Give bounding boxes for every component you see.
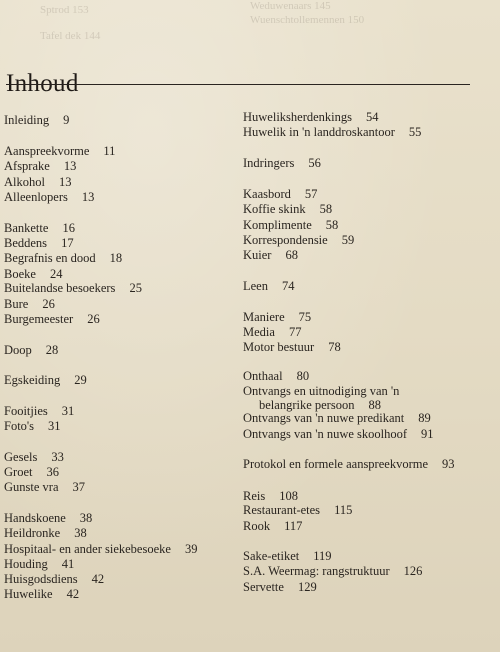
entry-title: Aanspreekvorme [4, 144, 90, 158]
entry-page-number: 42 [66, 587, 80, 601]
title-rule [6, 84, 470, 85]
contents-entry [243, 156, 321, 170]
entry-title: Handskoene [4, 511, 66, 525]
entry-page-number: 59 [341, 233, 355, 247]
contents-entry [4, 511, 92, 525]
entry-title: Inleiding [4, 113, 50, 127]
entry-page-number: 16 [62, 221, 75, 235]
entry-title: Maniere [243, 310, 285, 324]
entry-page-number: 89 [418, 411, 431, 425]
entry-page-number: 58 [325, 218, 339, 232]
contents-entry [243, 310, 311, 324]
entry-title: Huwelik in 'n landdroskantoor [243, 125, 395, 139]
entry-title: Heildronke [4, 526, 61, 540]
entry-title: Afsprake [4, 159, 50, 173]
entry-title: Reis [243, 489, 266, 503]
entry-title: Sake-etiket [243, 549, 300, 563]
entry-page-number: 17 [61, 236, 74, 250]
entry-title: Bankette [4, 221, 49, 235]
contents-entry [243, 369, 309, 383]
entry-title: Restaurant-etes [243, 503, 321, 517]
entry-title: Gesels [4, 450, 38, 464]
entry-title: Indringers [243, 156, 295, 170]
entry-page-number: 29 [74, 373, 87, 387]
contents-entry [4, 175, 71, 189]
entry-page-number: 54 [366, 110, 379, 124]
entry-page-number: 91 [421, 427, 434, 441]
contents-entry [4, 297, 55, 311]
entry-page-number: 37 [72, 480, 85, 494]
contents-entry [243, 233, 354, 247]
contents-entry [243, 549, 332, 563]
contents-entry [243, 187, 317, 201]
contents-entry [243, 279, 294, 293]
entry-page-number: 11 [103, 144, 116, 158]
entry-page-number: 13 [58, 175, 72, 189]
entry-page-number: 24 [49, 267, 63, 281]
contents-entry [243, 489, 298, 503]
entry-title: Protokol en formele aanspreekvorme [243, 457, 429, 471]
contents-entry [4, 267, 62, 281]
contents-entry [4, 281, 142, 295]
entry-title: Korrespondensie [243, 233, 328, 247]
entry-title: Gunste vra [4, 480, 59, 494]
entry-page-number: 36 [46, 465, 59, 479]
contents-entry [243, 411, 431, 425]
entry-page-number: 26 [42, 297, 55, 311]
contents-entry [243, 519, 302, 533]
contents-entry [4, 557, 74, 571]
entry-title: Onthaal [243, 369, 283, 383]
contents-entry [4, 221, 75, 235]
entry-page-number: 38 [74, 526, 87, 540]
contents-entry [243, 218, 338, 232]
entry-title: Foto's [4, 419, 35, 433]
entry-page-number: 78 [328, 340, 341, 354]
entry-title-continued: belangrike persoon 88 [259, 398, 381, 412]
contents-entry [243, 503, 352, 517]
contents-entry [4, 587, 79, 601]
entry-page-number: 26 [87, 312, 100, 326]
entry-page-number: 77 [288, 325, 302, 339]
entry-title: Leen [243, 279, 268, 293]
entry-title: Ontvangs van 'n nuwe predikant [243, 411, 405, 425]
entry-title: Motor bestuur [243, 340, 315, 354]
contents-entry [243, 427, 434, 441]
entry-title: Alleenlopers [4, 190, 68, 204]
entry-title: Houding [4, 557, 48, 571]
contents-entry [243, 110, 379, 124]
entry-page-number: 42 [91, 572, 105, 586]
contents-entry [243, 384, 399, 412]
contents-entry [4, 542, 197, 556]
contents-entry [4, 373, 87, 387]
entry-title: Koffie skink [243, 202, 306, 216]
contents-entry [4, 113, 69, 127]
entry-page-number: 108 [279, 489, 298, 503]
contents-entry [4, 572, 104, 586]
contents-entry [4, 159, 76, 173]
entry-page-number: 33 [51, 450, 64, 464]
contents-entry [243, 580, 317, 594]
entry-page-number: 68 [285, 248, 298, 262]
contents-entry [4, 419, 61, 433]
contents-entry [243, 325, 301, 339]
entry-page-number: 80 [296, 369, 310, 383]
entry-page-number: 13 [63, 159, 77, 173]
entry-title: Ontvangs van 'n nuwe skoolhoof [243, 427, 408, 441]
entry-title: Huisgodsdiens [4, 572, 78, 586]
entry-page-number: 75 [298, 310, 312, 324]
entry-page-number: 58 [319, 202, 333, 216]
entry-title: Alkohol [4, 175, 45, 189]
contents-entry [243, 202, 332, 216]
entry-title: Ontvangs en uitnodiging van 'n [243, 384, 400, 398]
entry-title: Boeke [4, 267, 36, 281]
entry-page-number: 115 [334, 503, 353, 517]
contents-entry [4, 343, 58, 357]
entry-title: Fooitjies [4, 404, 48, 418]
entry-page-number: 31 [61, 404, 75, 418]
entry-title: Beddens [4, 236, 48, 250]
contents-entry [243, 564, 422, 578]
entry-page-number: 28 [45, 343, 59, 357]
entry-title: Hospitaal- en ander siekebesoeke [4, 542, 171, 556]
entry-page-number: 119 [313, 549, 332, 563]
entry-page-number: 129 [297, 580, 317, 594]
entry-page-number: 55 [408, 125, 422, 139]
page-title: Inhoud [6, 69, 79, 97]
contents-entry [4, 190, 94, 204]
entry-page-number: 38 [79, 511, 93, 525]
entry-title: Huwelike [4, 587, 53, 601]
entry-title: Komplimente [243, 218, 312, 232]
entry-title: Burgemeester [4, 312, 74, 326]
entry-title: Kuier [243, 248, 272, 262]
contents-entry [243, 248, 298, 262]
contents-entry [4, 236, 74, 250]
contents-entry [4, 450, 64, 464]
entry-title: S.A. Weermag: rangstruktuur [243, 564, 390, 578]
entry-title: Egskeiding [4, 373, 61, 387]
contents-entry [243, 340, 341, 354]
show-through-text: Sptrod 153 Weduwenaars 145 Tafel dek 144 Wuenschtollemennen 150 [40, 0, 365, 42]
entry-page-number: 93 [442, 457, 455, 471]
contents-entry [4, 144, 115, 158]
entry-page-number: 25 [129, 281, 142, 295]
entry-title: Huweliksherdenkings [243, 110, 353, 124]
contents-entry [4, 312, 100, 326]
entry-page-number: 126 [403, 564, 423, 578]
entry-page-number: 39 [184, 542, 198, 556]
entry-title: Rook [243, 519, 271, 533]
contents-entry [4, 465, 59, 479]
contents-entry [4, 526, 87, 540]
entry-page-number: 13 [81, 190, 95, 204]
entry-page-number: 31 [48, 419, 61, 433]
entry-title: Kaasbord [243, 187, 291, 201]
entry-page-number: 41 [61, 557, 75, 571]
contents-entry [4, 480, 85, 494]
entry-title: Doop [4, 343, 32, 357]
entry-page-number: 74 [281, 279, 295, 293]
entry-title: Buitelandse besoekers [4, 281, 116, 295]
entry-title: Begrafnis en dood [4, 251, 96, 265]
entry-page-number: 57 [304, 187, 318, 201]
contents-entry [243, 125, 421, 139]
entry-page-number: 56 [308, 156, 321, 170]
entry-title: Groet [4, 465, 33, 479]
entry-page-number: 18 [109, 251, 123, 265]
entry-page-number: 117 [284, 519, 303, 533]
contents-entry [243, 457, 455, 471]
entry-page-number: 9 [63, 113, 70, 127]
entry-title: Media [243, 325, 275, 339]
entry-title: Bure [4, 297, 29, 311]
entry-page-number: 88 [368, 398, 381, 412]
entry-title: Servette [243, 580, 284, 594]
contents-entry [4, 251, 122, 265]
contents-entry [4, 404, 74, 418]
